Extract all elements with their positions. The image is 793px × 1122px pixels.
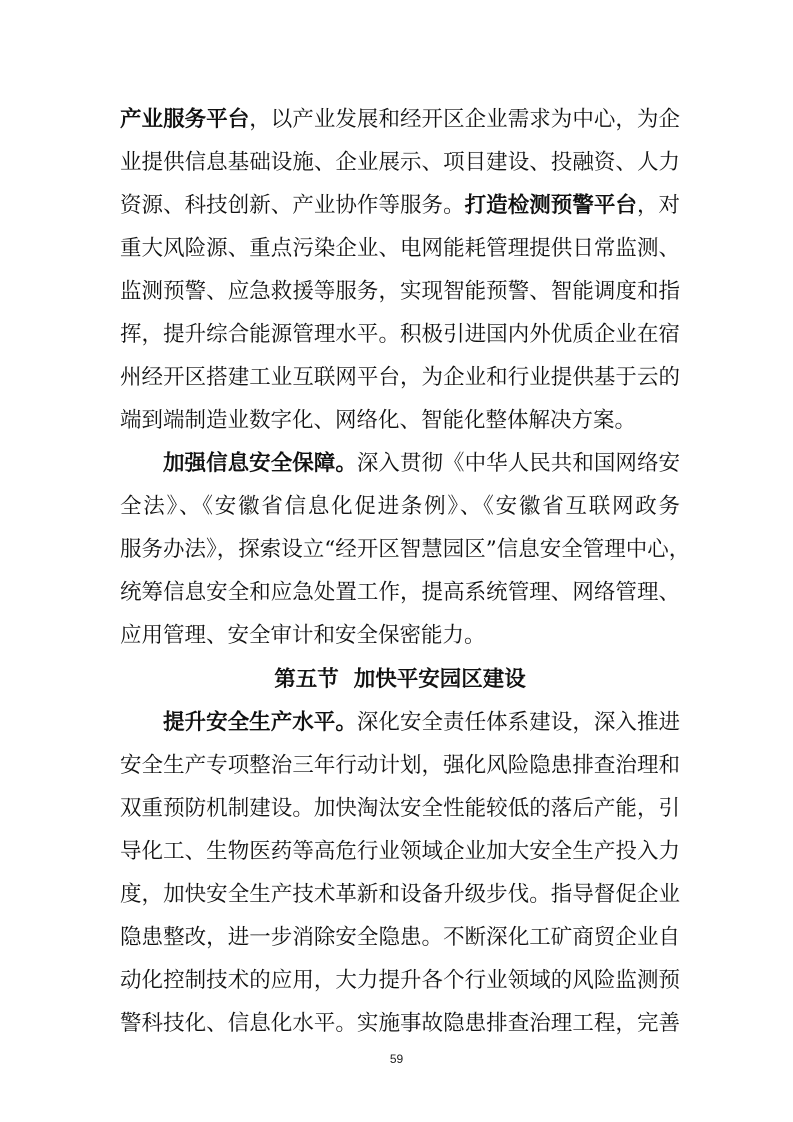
body-line xyxy=(120,107,680,133)
body-text: 州经开区搭建工业互联网平台，为企业和行业提供基于云的 xyxy=(120,365,680,390)
body-line xyxy=(120,925,680,951)
body-line xyxy=(120,537,691,563)
section-heading: 第五节 加快平安园区建设 xyxy=(274,667,526,692)
body-line xyxy=(120,365,680,391)
body-line xyxy=(120,193,680,219)
body-text: 动化控制技术的应用，大力提升各个行业领域的风险监测预 xyxy=(120,968,680,993)
body-line xyxy=(120,322,680,348)
body-text: 导化工、生物医药等高危行业领域企业加大安全生产投入力 xyxy=(120,839,680,864)
body-text: 端到端制造业数字化、网络化、智能化整体解决方案。 xyxy=(120,408,637,433)
body-text: 业提供信息基础设施、企业展示、项目建设、投融资、人力 xyxy=(120,150,680,175)
body-text: 全法》、《安徽省信息化促进条例》、《安徽省互联网政务 xyxy=(120,494,680,519)
body-text: 深化安全责任体系建设，深入推进 xyxy=(356,710,680,735)
body-line xyxy=(120,968,680,994)
body-line xyxy=(120,623,680,649)
body-text: 应用管理、安全审计和安全保密能力。 xyxy=(120,623,486,648)
body-line xyxy=(120,408,680,434)
body-text: ，对 xyxy=(636,193,680,218)
body-line xyxy=(163,710,680,736)
body-line xyxy=(120,150,680,176)
body-line xyxy=(120,236,680,262)
body-text: 警科技化、信息化水平。实施事故隐患排查治理工程，完善 xyxy=(120,1011,680,1036)
body-line xyxy=(120,882,680,908)
body-line xyxy=(120,494,680,520)
bold-lead-text: 加强信息安全保障。 xyxy=(163,451,357,476)
body-line xyxy=(120,1011,680,1037)
body-line xyxy=(120,753,680,779)
body-text: 度，加快安全生产技术革新和设备升级步伐。指导督促企业 xyxy=(120,882,680,907)
body-text: 监测预警、应急救援等服务，实现智能预警、智能调度和指 xyxy=(120,279,680,304)
body-line xyxy=(120,279,680,305)
body-text: ，以产业发展和经开区企业需求为中心，为企 xyxy=(249,107,680,132)
bold-lead-text: 提升安全生产水平。 xyxy=(163,710,357,735)
body-text: 深入贯彻《中华人民共和国网络安 xyxy=(356,451,680,476)
body-text: 服务办法》，探索设立“经开区智慧园区”信息安全管理中心， xyxy=(120,537,691,562)
body-text: 重大风险源、重点污染企业、电网能耗管理提供日常监测、 xyxy=(120,236,680,261)
body-text: 统筹信息安全和应急处置工作，提高系统管理、网络管理、 xyxy=(120,580,680,605)
body-text: 挥，提升综合能源管理水平。积极引进国内外优质企业在宿 xyxy=(120,322,680,347)
body-line xyxy=(120,796,680,822)
body-text: 隐患整改，进一步消除安全隐患。不断深化工矿商贸企业自 xyxy=(120,925,680,950)
body-line xyxy=(120,580,680,606)
body-text: 安全生产专项整治三年行动计划，强化风险隐患排查治理和 xyxy=(120,753,680,778)
bold-lead-text: 产业服务平台 xyxy=(120,107,250,132)
body-text: 双重预防机制建设。加快淘汰安全性能较低的落后产能，引 xyxy=(120,796,680,821)
body-line xyxy=(120,839,680,865)
body-line xyxy=(163,451,680,477)
bold-lead-text: 打造检测预警平台 xyxy=(464,193,637,218)
page-number: 59 xyxy=(389,1052,404,1066)
body-text: 资源、科技创新、产业协作等服务。 xyxy=(120,193,465,218)
